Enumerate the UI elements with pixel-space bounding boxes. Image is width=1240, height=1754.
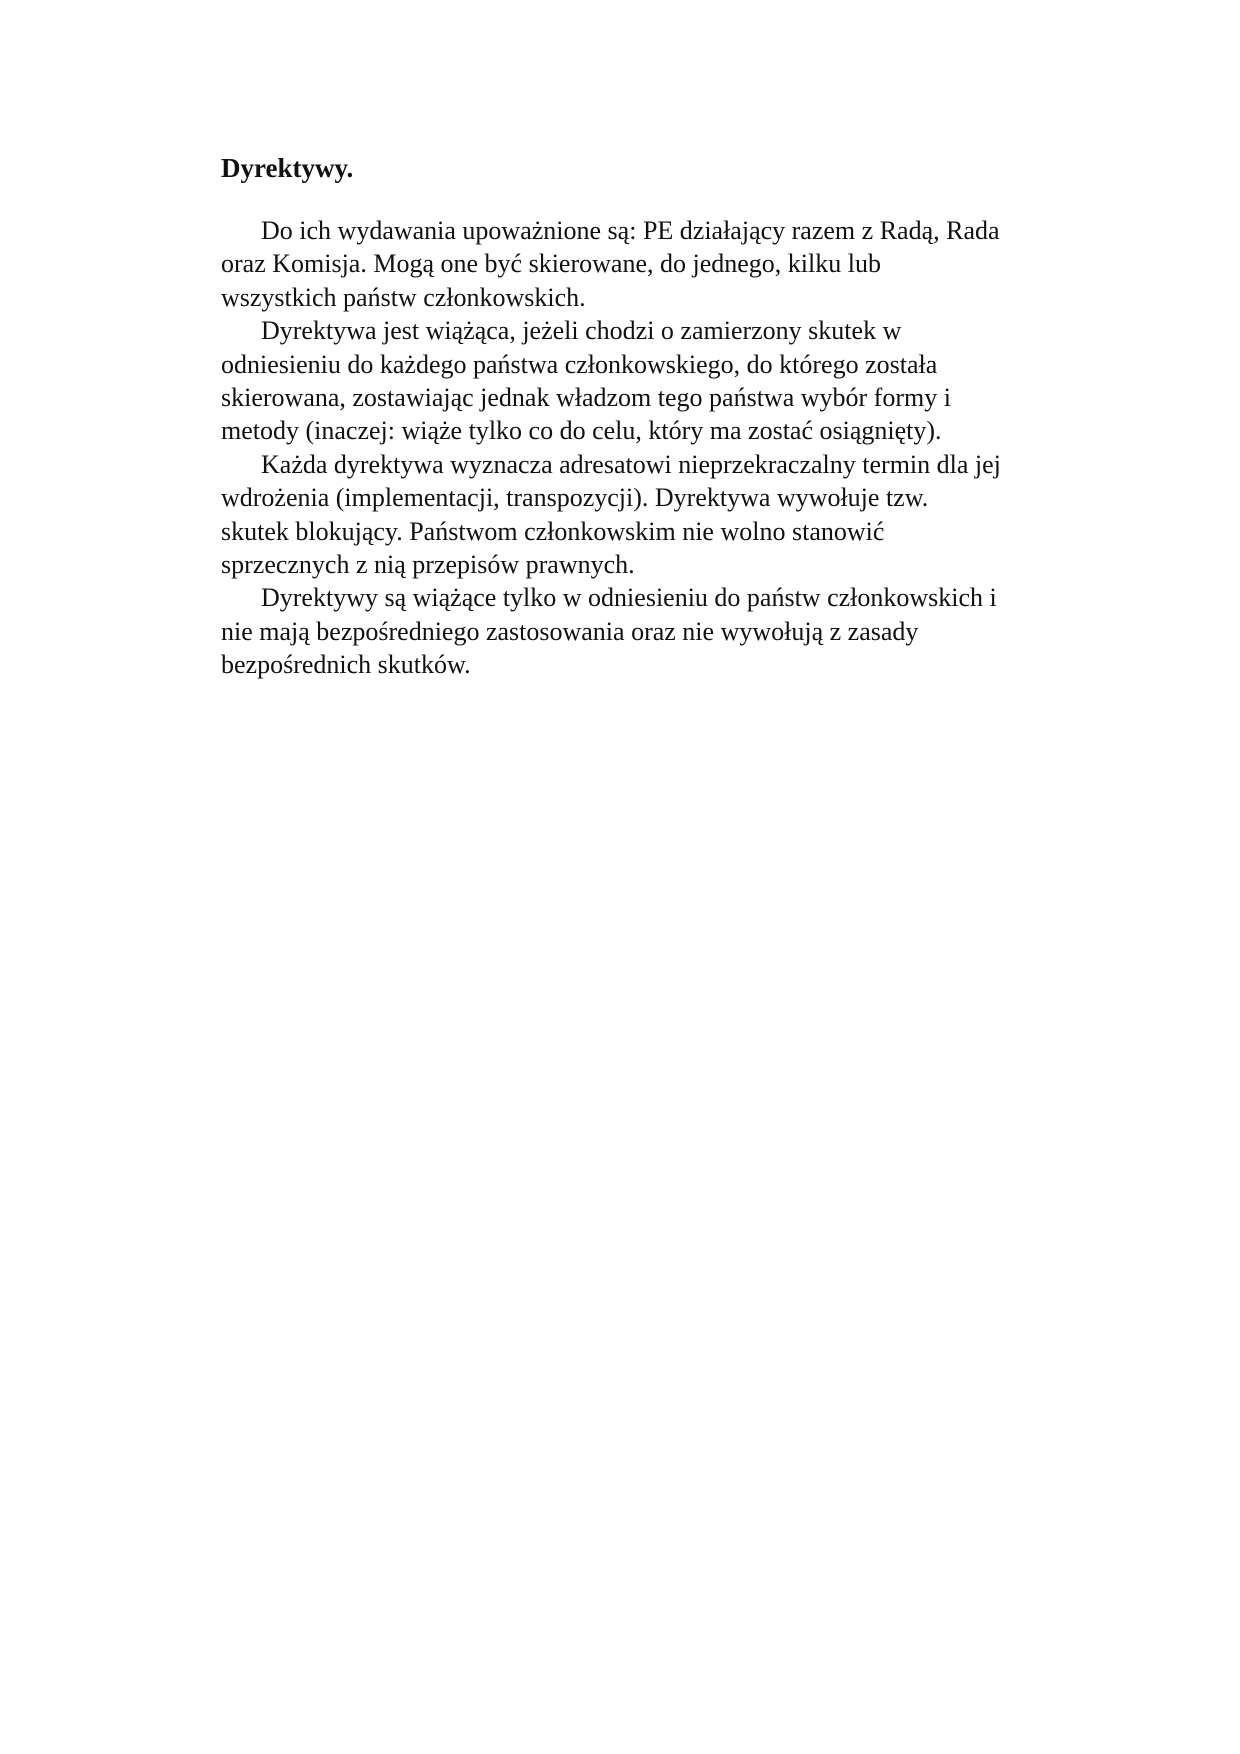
paragraph-line: wdrożenia (implementacji, transpozycji). Dyrektywa wywołuje tzw.: [221, 483, 929, 513]
paragraph-line: skierowana, zostawiając jednak władzom tego państwa wybór formy i: [221, 383, 951, 413]
paragraph-1: [221, 214, 1101, 314]
paragraph-line: Każda dyrektywa wyznacza adresatowi nieprzekraczalny termin dla jej: [261, 449, 1001, 479]
paragraph-line: skutek blokujący. Państwom członkowskim nie wolno stanowić: [221, 516, 885, 546]
paragraph-line: odniesieniu do każdego państwa członkowskiego, do którego została: [221, 349, 938, 379]
document-heading: Dyrektywy.: [221, 153, 354, 183]
paragraph-line: Dyrektywa jest wiążąca, jeżeli chodzi o zamierzony skutek w: [261, 316, 902, 346]
paragraph-line: oraz Komisja. Mogą one być skierowane, do jednego, kilku lub: [221, 249, 881, 279]
document-body: [221, 148, 1101, 682]
paragraph-4: [221, 581, 1101, 681]
paragraph-line: bezpośrednich skutków.: [221, 650, 471, 680]
paragraph-line: nie mają bezpośredniego zastosowania oraz nie wywołują z zasady: [221, 616, 919, 646]
paragraph-2: [221, 314, 1101, 448]
paragraph-line: sprzecznych z nią przepisów prawnych.: [221, 550, 635, 580]
paragraph-line: metody (inaczej: wiąże tylko co do celu, który ma zostać osiągnięty).: [221, 416, 942, 446]
paragraph-line: wszystkich państw członkowskich.: [221, 282, 586, 312]
paragraph-line: Do ich wydawania upoważnione są: PE działający razem z Radą, Rada: [261, 216, 1000, 245]
paragraph-line: Dyrektywy są wiążące tylko w odniesieniu do państw członkowskich i: [261, 583, 997, 613]
paragraph-3: [221, 448, 1101, 582]
